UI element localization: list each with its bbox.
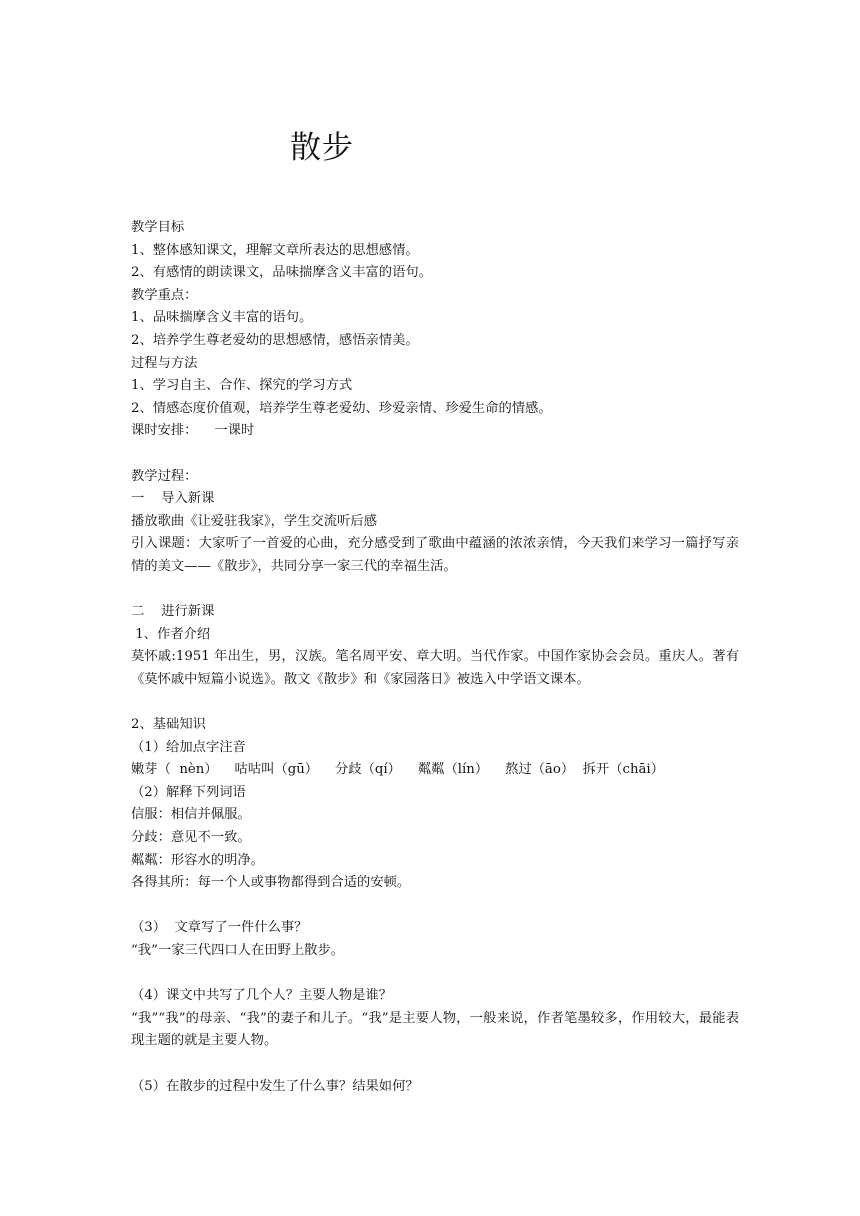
paragraph-author: 莫怀戚:1951 年出生，男，汉族。笔名周平安、章大明。当代作家。中国作家协会会员。重庆人。著有《莫怀戚中短篇小说选》。散文《散步》和《家园落日》被选入中学语文课本。 [131,649,739,687]
pinyin-list: 嫩芽（ nèn） 咕咕叫（gū） 分歧（qí） 粼粼（lín） 熬过（āo） 拆开（chāi） [131,762,664,778]
section-heading-process: 教学过程： [131,468,198,484]
blank-line [131,443,739,466]
question-heading: （4）课文中共写了几个人？主要人物是谁？ [131,988,393,1004]
paragraph: 播放歌曲《让爱驻我家》，学生交流听后感 [131,513,377,529]
blank-line [131,1053,739,1076]
answer-text: “我”一家三代四口人在田野上散步。 [131,943,345,958]
blank-line [131,963,739,986]
document-body [131,217,739,1098]
method-item: 1、学习自主、合作、探究的学习方式 [131,378,353,394]
key-point-item: 1、品味揣摩含义丰富的语句。 [131,310,313,326]
definition-item: 各得其所：每一个人或事物都得到合适的安顿。 [131,875,411,891]
blank-line [131,579,739,602]
step-heading-new-lesson: 二 进行新课 [131,604,215,620]
class-hours: 课时安排： 一课时 [131,423,255,439]
section-heading-methods: 过程与方法 [131,355,198,371]
question-heading: （3） 文章写了一件什么事？ [131,920,308,936]
sub-heading-basics: 2、基础知识 [131,717,206,733]
question-heading: （2）解释下列词语 [131,784,246,800]
objective-item: 1、整体感知课文，理解文章所表达的思想感情。 [131,242,419,258]
question-heading: （1）给加点字注音 [131,739,246,755]
definition-item: 粼粼：形容水的明净。 [131,852,264,868]
sub-heading-author: 1、作者介绍 [131,626,211,642]
paragraph-intro: 引入课题：大家听了一首爱的心曲，充分感受到了歌曲中蕴涵的浓浓亲情，今天我们来学习一篇抒写亲情的美文——《散步》，共同分享一家三代的幸福生活。 [131,536,739,574]
document-title: 散步 [290,130,354,166]
blank-line [131,691,739,714]
answer-text: “我”“我”的母亲、“我”的妻子和儿子。“我”是主要人物，一般来说，作者笔墨较多，作用较大，最能表现主题的就是主要人物。 [131,1010,739,1049]
method-item: 2、情感态度价值观，培养学生尊老爱幼、珍爱亲情、珍爱生命的情感。 [131,400,552,416]
definition-item: 信服：相信并佩服。 [131,807,251,823]
step-heading-intro: 一 导入新课 [131,491,215,507]
section-heading-objectives: 教学目标 [131,220,185,235]
blank-line [131,895,739,918]
objective-item: 2、有感情的朗读课文，品味揣摩含义丰富的语句。 [131,265,432,281]
key-point-item: 2、培养学生尊老爱幼的思想感情，感悟亲情美。 [131,332,419,348]
question-heading: （5）在散步的过程中发生了什么事？结果如何？ [131,1078,419,1094]
section-heading-key-points: 教学重点： [131,287,198,303]
definition-item: 分歧：意见不一致。 [131,830,251,846]
